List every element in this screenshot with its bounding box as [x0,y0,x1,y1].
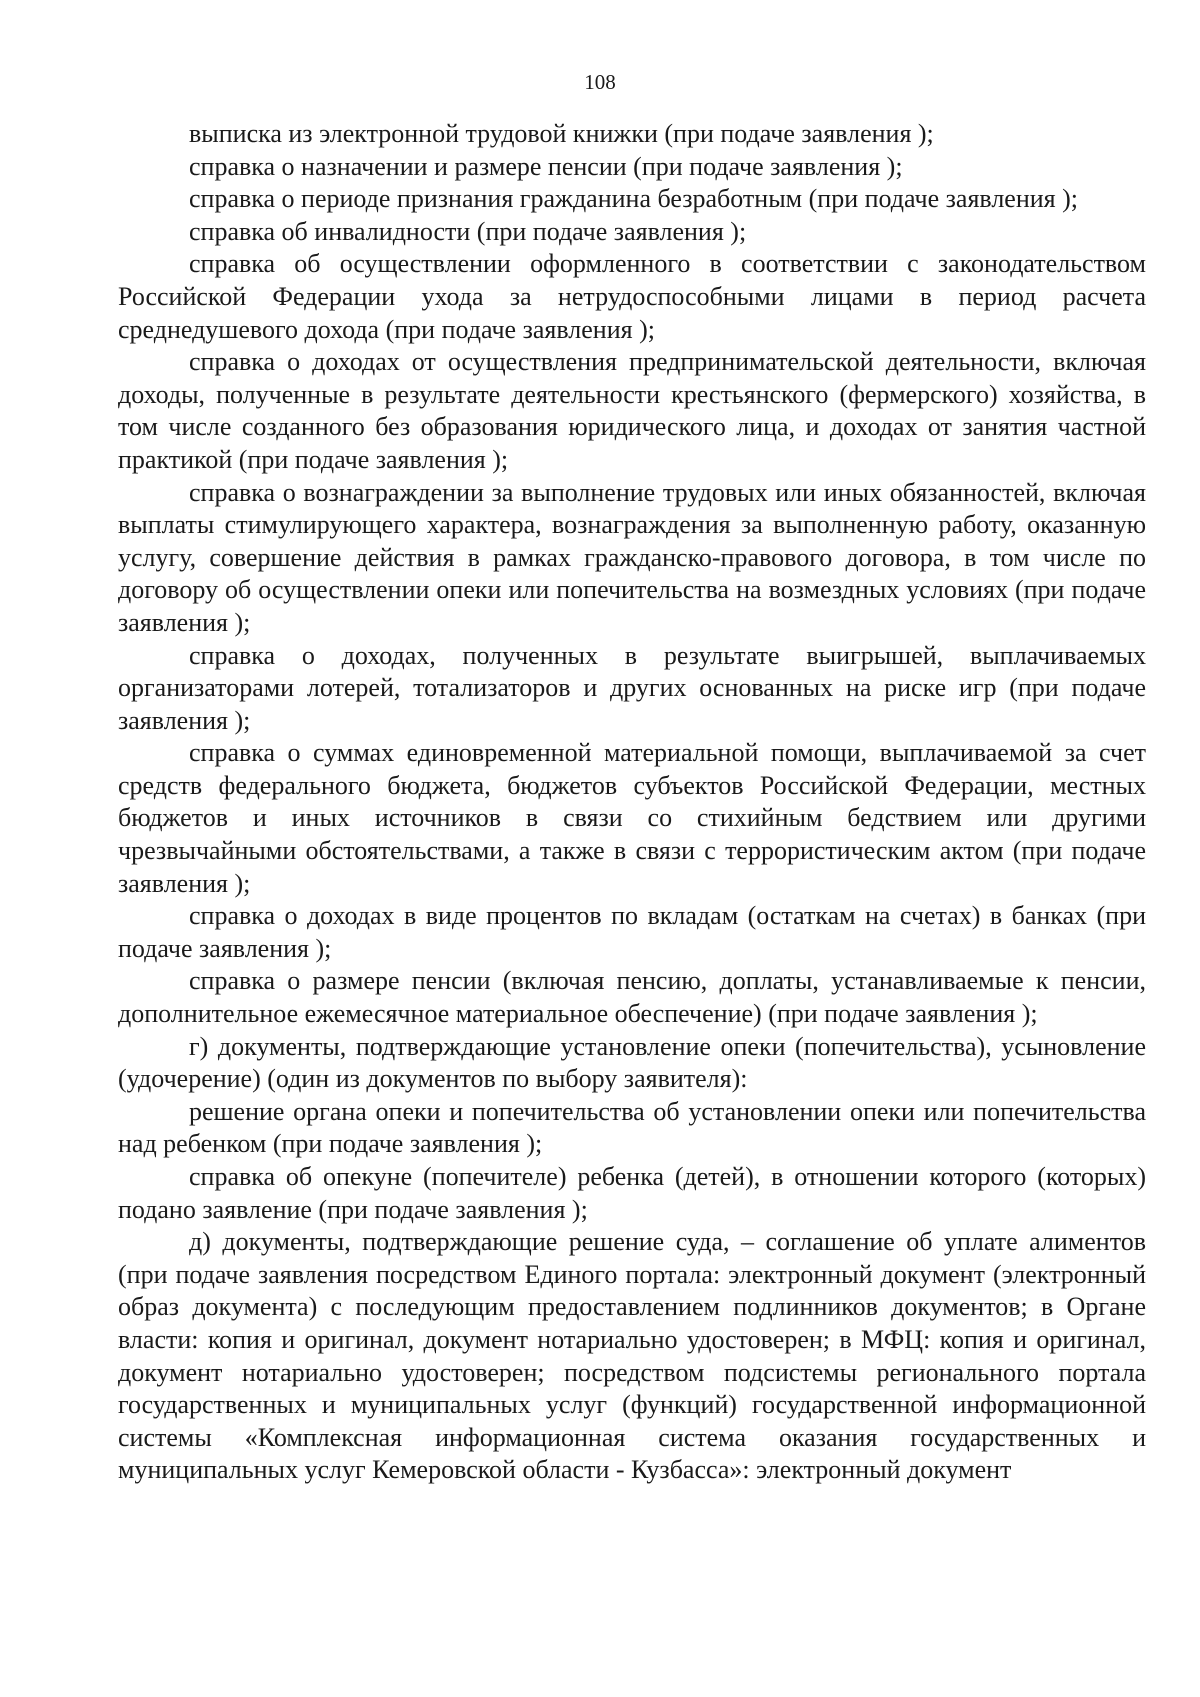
paragraph: справка об опекуне (попечителе) ребенка (детей), в отношении которого (которых) подано заявление (при подаче заявления ); [118,1162,1146,1224]
paragraph: д) документы, подтверждающие решение суда, – соглашение об уплате алиментов (при подаче заявления посредством Единого портала: электронный документ (электронный образ документа) с последующим предоставлением подлинников документов; в Органе власти: копия и оригинал, документ нотариально удостоверен; в МФЦ: копия и оригинал, документ нотариально удостоверен; посредством подсистемы регионального портала государственных и муниципальных услуг (функций) государственной информационной системы «Комплексная информационная система оказания государственных и муниципальных услуг Кемеровской области - Кузбасса»: электронный документ [118,1227,1146,1485]
paragraph: справка о доходах от осуществления предпринимательской деятельности, включая доходы, полученные в результате деятельности крестьянского (фермерского) хозяйства, в том числе созданного без образования юридического лица, и доходах от занятия частной практикой (при подаче заявления ); [118,347,1146,474]
paragraph: справка о доходах в виде процентов по вкладам (остаткам на счетах) в банках (при подаче заявления ); [118,901,1146,963]
paragraph: решение органа опеки и попечительства об установлении опеки или попечительства над ребенком (при подаче заявления ); [118,1096,1146,1159]
paragraph: справка о назначении и размере пенсии (при подаче заявления ); [189,151,903,181]
paragraph: справка о вознаграждении за выполнение трудовых или иных обязанностей, включая выплаты стимулирующего характера, вознаграждения за выполненную работу, оказанную услугу, совершение действия в рамках гражданско-правового договора, в том числе по договору об осуществлении опеки или попечительства на возмездных условиях (при подаче заявления ); [118,477,1146,637]
paragraph: справка об инвалидности (при подаче заявления ); [189,216,747,246]
paragraph: справка о размере пенсии (включая пенсию, доплаты, устанавливаемые к пенсии, дополнительное ежемесячное материальное обеспечение) (при подаче заявления ); [118,966,1146,1029]
paragraph: выписка из электронной трудовой книжки (при подаче заявления ); [189,119,934,148]
page-number: 108 [584,70,616,94]
paragraph: справка об осуществлении оформленного в соответствии с законодательством Российской Федерации ухода за нетрудоспособными лицами в период расчета среднедушевого дохода (при подаче заявления ); [118,249,1146,344]
body-text [118,118,1146,1487]
paragraph: справка о доходах, полученных в результате выигрышей, выплачиваемых организаторами лотерей, тотализаторов и других основанных на риске игр (при подаче заявления ); [118,640,1146,735]
paragraph: справка о суммах единовременной материальной помощи, выплачиваемой за счет средств федерального бюджета, бюджетов субъектов Российской Федерации, местных бюджетов и иных источников в связи со стихийным бедствием или другими чрезвычайными обстоятельствами, а также в связи с террористическим актом (при подаче заявления ); [118,738,1146,898]
paragraph: г) документы, подтверждающие установление опеки (попечительства), усыновление (удочерение) (один из документов по выбору заявителя): [118,1031,1146,1094]
paragraph: справка о периоде признания гражданина безработным (при подаче заявления ); [189,184,1079,214]
